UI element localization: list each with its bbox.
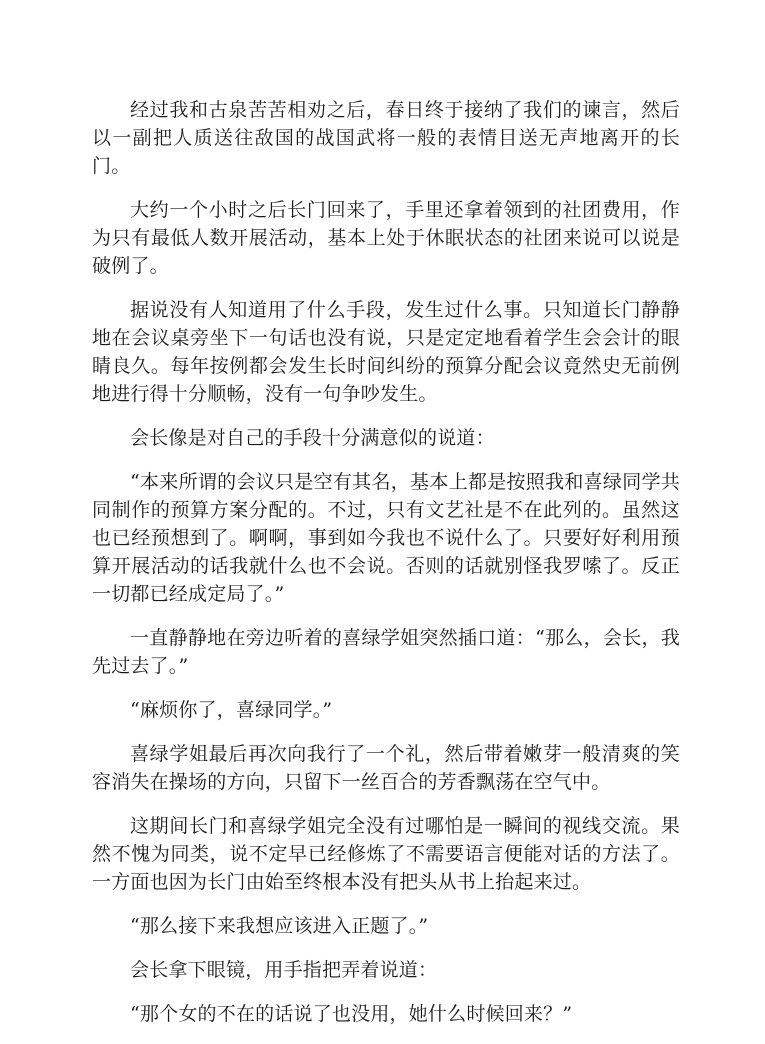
paragraph: 这期间长门和喜绿学姐完全没有过哪怕是一瞬间的视线交流。果然不愧为同类，说不定早已经修炼了不需要语言便能对话的方法了。一方面也因为长门由始至终根本没有把头从书上抬起来过。 (92, 815, 680, 893)
paragraph: “那个女的不在的话说了也没用，她什么时候回来？” (130, 1003, 573, 1025)
paragraph: “那么接下来我想应该进入正题了。” (130, 915, 429, 937)
body-text (92, 96, 680, 1044)
paragraph: 一直静静地在旁边听着的喜绿学姐突然插口道：“那么，会长，我先过去了。” (92, 627, 680, 677)
paragraph: 据说没有人知道用了什么手段，发生过什么事。只知道长门静静地在会议桌旁坐下一句话也没有说，只是定定地看着学生会会计的眼睛良久。每年按例都会发生长时间纠纷的预算分配会议竟然史无前例地进行得十分顺畅，没有一句争吵发生。 (92, 299, 680, 405)
paragraph: 喜绿学姐最后再次向我行了一个礼，然后带着嫩芽一般清爽的笑容消失在操场的方向，只留下一丝百合的芳香飘荡在空气中。 (92, 743, 680, 793)
paragraph: “本来所谓的会议只是空有其名，基本上都是按照我和喜绿同学共同制作的预算方案分配的。不过，只有文艺社是不在此列的。虽然这也已经预想到了。啊啊，事到如今我也不说什么了。只要好好利用预算开展活动的话我就什么也不会说。否则的话就别怪我罗嗦了。反正一切都已经成定局了。” (92, 471, 680, 605)
paragraph: “麻烦你了，喜绿同学。” (130, 699, 333, 721)
paragraph: 经过我和古泉苦苦相劝之后，春日终于接纳了我们的谏言，然后以一副把人质送往敌国的战国武将一般的表情目送无声地离开的长门。 (92, 99, 680, 177)
paragraph: 会长像是对自己的手段十分满意似的说道： (130, 427, 495, 449)
paragraph: 大约一个小时之后长门回来了，手里还拿着领到的社团费用，作为只有最低人数开展活动，基本上处于休眠状态的社团来说可以说是破例了。 (92, 199, 680, 277)
paragraph: 会长拿下眼镜，用手指把弄着说道： (130, 959, 438, 981)
